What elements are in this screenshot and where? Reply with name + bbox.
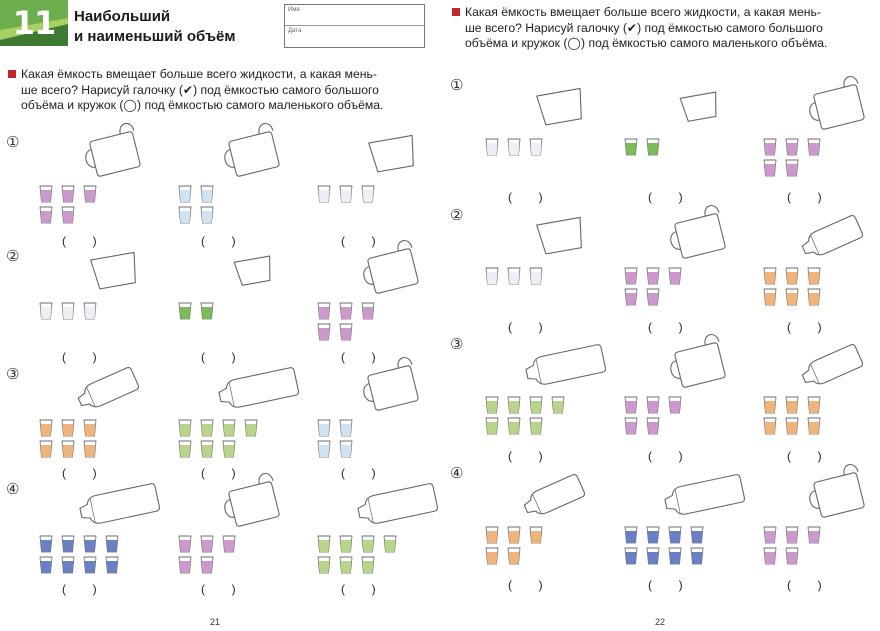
cup-icon	[179, 186, 191, 202]
vessel-group	[625, 474, 745, 564]
cup-icon	[62, 207, 74, 223]
cup-icon	[179, 420, 191, 436]
left-row-number-4: ④	[6, 480, 20, 498]
cup-icon	[84, 186, 96, 202]
vessel-group	[40, 122, 143, 223]
left-row-number-3: ③	[6, 365, 20, 383]
cup-icon	[84, 420, 96, 436]
answer-slot[interactable]: ( )	[62, 466, 97, 480]
cup-icon	[318, 420, 330, 436]
answer-slot[interactable]: ( )	[648, 190, 683, 204]
cup-icon	[625, 548, 637, 564]
cup-icon	[808, 139, 820, 155]
vessel-group	[179, 256, 274, 319]
cup-icon	[786, 268, 798, 284]
jug-icon	[804, 463, 867, 520]
jug-icon	[804, 75, 867, 132]
cup-icon	[786, 160, 798, 176]
cup-icon	[318, 557, 330, 573]
cup-icon	[625, 268, 637, 284]
left-task-line-2: ше всего? Нарисуй галочку (✔) под ёмкостью самого большого	[21, 82, 379, 97]
cup-icon	[40, 536, 52, 552]
cup-icon	[786, 397, 798, 413]
left-task-line-3: объёма и кружок (◯) под ёмкостью самого маленького объёма.	[21, 98, 384, 113]
cup-icon	[179, 303, 191, 319]
glass-icon	[369, 135, 418, 172]
cup-icon	[362, 303, 374, 319]
cup-icon	[62, 186, 74, 202]
right-task-line-1: Какая ёмкость вмещает больше всего жидкости, а какая мень-	[465, 5, 821, 19]
jug-icon	[358, 356, 421, 413]
jug-icon	[80, 122, 143, 179]
answer-slot[interactable]: ( )	[201, 234, 236, 248]
cup-icon	[340, 420, 352, 436]
cup-icon	[669, 268, 681, 284]
jug-icon	[219, 122, 282, 179]
cup-icon	[647, 268, 659, 284]
cup-icon	[40, 420, 52, 436]
answer-slot[interactable]: ( )	[341, 350, 376, 364]
bottle-icon	[799, 343, 864, 389]
cup-icon	[40, 186, 52, 202]
cup-icon	[201, 557, 213, 573]
cup-icon	[318, 324, 330, 340]
big_bottle-icon	[356, 483, 438, 527]
cup-icon	[530, 139, 542, 155]
answer-slot[interactable]: ( )	[508, 320, 543, 334]
answer-slot[interactable]: ( )	[201, 466, 236, 480]
bottle-icon	[799, 214, 864, 260]
answer-slot[interactable]: ( )	[648, 320, 683, 334]
cup-icon	[508, 548, 520, 564]
vessel-group	[179, 122, 282, 223]
cup-icon	[647, 527, 659, 543]
cup-icon	[508, 397, 520, 413]
cup-icon	[669, 548, 681, 564]
vessel-group	[318, 483, 438, 573]
cup-icon	[201, 536, 213, 552]
cup-icon	[486, 548, 498, 564]
answer-slot[interactable]: ( )	[508, 190, 543, 204]
cup-icon	[508, 527, 520, 543]
cup-icon	[106, 557, 118, 573]
cup-icon	[764, 139, 776, 155]
cup-icon	[62, 420, 74, 436]
cup-icon	[40, 441, 52, 457]
answer-slot[interactable]: ( )	[341, 466, 376, 480]
vessel-group	[40, 483, 160, 573]
cup-icon	[625, 418, 637, 434]
cup-icon	[179, 207, 191, 223]
cup-icon	[84, 441, 96, 457]
glass-icon	[537, 217, 586, 254]
vessel-group	[625, 204, 728, 305]
title-line-1: Наибольший	[74, 8, 171, 25]
vessel-group	[625, 92, 720, 155]
cup-icon	[223, 536, 235, 552]
cup-icon	[318, 303, 330, 319]
cup-icon	[179, 536, 191, 552]
cup-icon	[340, 303, 352, 319]
cup-icon	[486, 139, 498, 155]
page-number-right: 22	[655, 617, 666, 627]
page-number-left: 21	[210, 617, 221, 627]
cup-icon	[486, 418, 498, 434]
answer-slot[interactable]: ( )	[62, 582, 97, 596]
right-row-number-1: ①	[450, 76, 464, 94]
cup-icon	[530, 268, 542, 284]
cup-icon	[530, 527, 542, 543]
cup-icon	[40, 303, 52, 319]
answer-slot[interactable]: ( )	[787, 449, 822, 463]
cup-icon	[647, 289, 659, 305]
lesson-number: 11	[12, 4, 56, 42]
cup-icon	[764, 397, 776, 413]
right-task-line-3: объёма и кружок (◯) под ёмкостью самого маленького объёма.	[465, 36, 828, 51]
cup-icon	[786, 548, 798, 564]
cup-icon	[201, 303, 213, 319]
answer-slot[interactable]: ( )	[341, 582, 376, 596]
cup-icon	[384, 536, 396, 552]
answer-slot[interactable]: ( )	[201, 350, 236, 364]
cup-icon	[647, 548, 659, 564]
big_bottle-icon	[524, 344, 606, 388]
answer-slot[interactable]: ( )	[508, 578, 543, 592]
cup-icon	[625, 397, 637, 413]
cup-icon	[318, 441, 330, 457]
cup-icon	[808, 268, 820, 284]
cup-icon	[625, 527, 637, 543]
cup-icon	[318, 536, 330, 552]
vessel-group	[486, 88, 585, 155]
cup-icon	[669, 397, 681, 413]
cup-icon	[808, 289, 820, 305]
big_bottle-icon	[217, 367, 299, 411]
cup-icon	[340, 441, 352, 457]
cup-icon	[362, 536, 374, 552]
jug-icon	[219, 472, 282, 529]
vessel-group	[486, 217, 585, 284]
cup-icon	[786, 527, 798, 543]
cup-icon	[764, 548, 776, 564]
cup-icon	[508, 418, 520, 434]
vessel-group	[486, 473, 586, 564]
cup-icon	[625, 289, 637, 305]
cup-icon	[786, 139, 798, 155]
name-label: Имя	[288, 7, 300, 13]
vessel-group	[318, 356, 421, 457]
right-row-number-3: ③	[450, 335, 464, 353]
cup-icon	[486, 527, 498, 543]
cup-icon	[62, 557, 74, 573]
cup-icon	[647, 397, 659, 413]
answer-slot[interactable]: ( )	[648, 449, 683, 463]
answer-slot[interactable]: ( )	[62, 350, 97, 364]
cup-icon	[362, 557, 374, 573]
answer-slot[interactable]: ( )	[648, 578, 683, 592]
cup-icon	[340, 186, 352, 202]
cup-icon	[691, 548, 703, 564]
answer-slot[interactable]: ( )	[341, 234, 376, 248]
cup-icon	[786, 418, 798, 434]
cup-icon	[201, 441, 213, 457]
cup-icon	[530, 397, 542, 413]
narrow_glass-icon	[234, 256, 274, 286]
glass-icon	[537, 88, 586, 125]
vessel-group	[764, 214, 864, 305]
cup-icon	[318, 186, 330, 202]
cup-icon	[340, 324, 352, 340]
title-line-2: и наименьший объём	[74, 28, 236, 45]
cup-icon	[530, 418, 542, 434]
vessel-group	[40, 366, 140, 457]
vessel-group	[486, 344, 606, 434]
vessel-group	[764, 343, 864, 434]
date-label: Дата	[288, 28, 302, 34]
answer-slot[interactable]: ( )	[508, 449, 543, 463]
vessel-group	[179, 367, 299, 457]
narrow_glass-icon	[680, 92, 720, 122]
cup-icon	[691, 527, 703, 543]
answer-slot[interactable]: ( )	[787, 578, 822, 592]
cup-icon	[245, 420, 257, 436]
cup-icon	[508, 139, 520, 155]
cup-icon	[40, 557, 52, 573]
cup-icon	[508, 268, 520, 284]
cup-icon	[486, 397, 498, 413]
right-row-number-4: ④	[450, 464, 464, 482]
cup-icon	[764, 160, 776, 176]
cup-icon	[340, 536, 352, 552]
cup-icon	[764, 289, 776, 305]
vessel-group	[625, 333, 728, 434]
vessel-group	[764, 75, 867, 176]
cup-icon	[808, 397, 820, 413]
vessel-group	[179, 472, 282, 573]
cup-icon	[552, 397, 564, 413]
cup-icon	[647, 139, 659, 155]
left-task-line-1: Какая ёмкость вмещает больше всего жидкости, а какая мень-	[21, 67, 377, 81]
cup-icon	[764, 527, 776, 543]
cup-icon	[62, 536, 74, 552]
cup-icon	[223, 441, 235, 457]
left-row-number-2: ②	[6, 247, 20, 265]
vessel-group	[318, 239, 421, 340]
cup-icon	[40, 207, 52, 223]
cup-icon	[764, 268, 776, 284]
cup-icon	[625, 139, 637, 155]
right-row-number-2: ②	[450, 206, 464, 224]
jug-icon	[358, 239, 421, 296]
cup-icon	[808, 418, 820, 434]
vessel-group	[764, 463, 867, 564]
jug-icon	[665, 333, 728, 390]
cup-icon	[179, 441, 191, 457]
cup-icon	[62, 303, 74, 319]
cup-icon	[764, 418, 776, 434]
cup-icon	[223, 420, 235, 436]
cup-icon	[808, 527, 820, 543]
cup-icon	[84, 303, 96, 319]
cup-icon	[486, 268, 498, 284]
vessel-group	[40, 252, 139, 319]
cup-icon	[62, 441, 74, 457]
vessel-group	[318, 135, 417, 202]
cup-icon	[201, 420, 213, 436]
cup-icon	[201, 186, 213, 202]
jug-icon	[665, 204, 728, 261]
bottle-icon	[75, 366, 140, 412]
cup-icon	[340, 557, 352, 573]
cup-icon	[84, 557, 96, 573]
left-row-number-1: ①	[6, 133, 20, 151]
answer-slot[interactable]: ( )	[201, 582, 236, 596]
cup-icon	[362, 186, 374, 202]
right-task-line-2: ше всего? Нарисуй галочку (✔) под ёмкостью самого большого	[465, 20, 823, 35]
glass-icon	[91, 252, 140, 289]
answer-slot[interactable]: ( )	[62, 234, 97, 248]
cup-icon	[201, 207, 213, 223]
cup-icon	[647, 418, 659, 434]
cup-icon	[786, 289, 798, 305]
answer-slot[interactable]: ( )	[787, 320, 822, 334]
bottle-icon	[521, 473, 586, 519]
cup-icon	[669, 527, 681, 543]
cup-icon	[106, 536, 118, 552]
cup-icon	[179, 557, 191, 573]
answer-slot[interactable]: ( )	[787, 190, 822, 204]
big_bottle-icon	[78, 483, 160, 527]
cup-icon	[84, 536, 96, 552]
big_bottle-icon	[663, 474, 745, 518]
